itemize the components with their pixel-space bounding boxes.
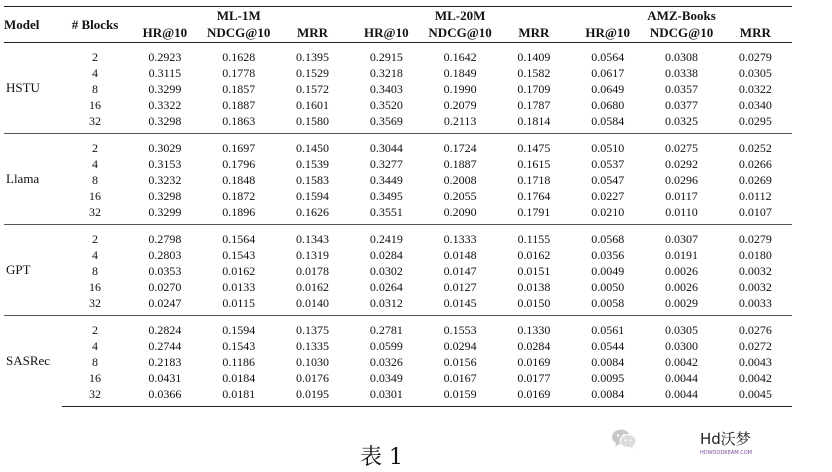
blocks-cell: 16 [89, 98, 101, 112]
metric-cell: 0.1330 [497, 316, 571, 339]
metric-cell: 0.2915 [369, 50, 403, 64]
metric-cell: 0.0305 [645, 316, 719, 339]
metric-cell: 0.1857 [222, 82, 256, 96]
metric-cell: 0.0561 [571, 316, 645, 339]
table-row [4, 295, 792, 316]
metric-cell: 0.0145 [443, 296, 477, 310]
metric-cell: 0.0178 [296, 264, 329, 278]
metric-cell: 0.0184 [222, 371, 256, 385]
metric-cell: 0.1030 [296, 355, 329, 369]
table-row [4, 65, 792, 81]
metric-cell: 0.0044 [645, 386, 719, 407]
blocks-cell: 2 [62, 225, 128, 248]
metric-cell: 0.0133 [222, 280, 256, 294]
metric-cell: 0.1863 [222, 114, 256, 128]
metric-cell: 0.1543 [222, 339, 256, 353]
blocks-cell: 32 [89, 296, 101, 310]
metric-cell: 0.0269 [738, 173, 772, 187]
blocks-cell: 32 [62, 386, 128, 407]
blocks-cell: 16 [89, 280, 101, 294]
metric-cell: 0.0325 [665, 114, 699, 128]
metric-cell: 0.0176 [296, 371, 329, 385]
metric-cell: 0.1848 [222, 173, 256, 187]
metric-cell: 0.0127 [443, 280, 477, 294]
watermark-logo [700, 428, 770, 462]
header-metric: NDCG@10 [645, 24, 719, 43]
metric-cell: 0.0547 [591, 173, 625, 187]
metric-cell: 0.3029 [128, 134, 202, 157]
metric-cell: 0.0115 [222, 296, 255, 310]
metric-cell: 0.1319 [296, 248, 329, 262]
metric-cell: 0.1615 [517, 157, 551, 171]
metric-cell: 0.1539 [296, 157, 329, 171]
metric-cell: 0.0292 [665, 157, 699, 171]
metric-cell: 0.0431 [148, 371, 182, 385]
results-table [4, 6, 792, 407]
metric-cell: 0.0140 [296, 296, 329, 310]
metric-cell: 0.0167 [443, 371, 477, 385]
metric-cell: 0.1572 [296, 82, 329, 96]
metric-cell: 0.1796 [222, 157, 256, 171]
metric-cell: 0.1543 [222, 248, 256, 262]
metric-cell: 0.0356 [591, 248, 625, 262]
metric-cell: 0.0568 [571, 225, 645, 248]
table-row [4, 156, 792, 172]
table-row [4, 204, 792, 225]
metric-cell: 0.2183 [148, 355, 182, 369]
header-model: Model [4, 7, 62, 43]
metric-cell: 0.3495 [369, 189, 403, 203]
metric-cell: 0.3551 [369, 205, 403, 219]
metric-cell: 0.0353 [148, 264, 182, 278]
metric-cell: 0.1697 [202, 134, 276, 157]
blocks-cell: 4 [92, 157, 98, 171]
metric-cell: 0.0150 [517, 296, 551, 310]
metric-cell: 0.2090 [443, 205, 477, 219]
blocks-cell: 8 [92, 264, 98, 278]
table-row [4, 247, 792, 263]
header-metric: MRR [718, 24, 792, 43]
metric-cell: 0.0138 [517, 280, 551, 294]
metric-cell: 0.0026 [665, 280, 699, 294]
metric-cell: 0.0544 [591, 339, 625, 353]
header-group-ml-20m: ML-20M [349, 7, 570, 25]
metric-cell: 0.0032 [738, 280, 772, 294]
metric-cell: 0.0110 [665, 205, 698, 219]
metric-cell: 0.1872 [222, 189, 256, 203]
table-row [4, 172, 792, 188]
metric-cell: 0.1553 [423, 316, 497, 339]
metric-cell: 0.0279 [738, 50, 772, 64]
metric-cell: 0.1583 [296, 173, 329, 187]
metric-cell: 0.0180 [738, 248, 772, 262]
metric-cell: 0.0042 [738, 371, 772, 385]
table-row [4, 43, 792, 66]
metric-cell: 0.0300 [665, 339, 699, 353]
blocks-cell: 8 [92, 173, 98, 187]
metric-cell: 0.3218 [369, 66, 403, 80]
metric-cell: 0.2803 [148, 248, 182, 262]
metric-cell: 0.0296 [665, 173, 699, 187]
model-name-cell: Llama [4, 134, 62, 225]
metric-cell: 0.0326 [369, 355, 403, 369]
model-name-cell: HSTU [6, 80, 40, 95]
metric-cell: 0.1718 [517, 173, 551, 187]
header-metric: MRR [497, 24, 571, 43]
metric-cell: 0.1724 [423, 134, 497, 157]
metric-cell: 0.0338 [665, 66, 699, 80]
metric-cell: 0.0270 [148, 280, 182, 294]
header-metric: HR@10 [128, 24, 202, 43]
table-header [4, 7, 792, 43]
table-row [4, 386, 792, 407]
metric-cell: 0.0599 [369, 339, 403, 353]
metric-cell: 0.0177 [517, 371, 551, 385]
metric-cell: 0.2079 [443, 98, 477, 112]
metric-cell: 0.3044 [349, 134, 423, 157]
metric-cell: 0.0366 [128, 386, 202, 407]
metric-cell: 0.1887 [222, 98, 256, 112]
blocks-cell: 4 [92, 248, 98, 262]
metric-cell: 0.0162 [222, 264, 256, 278]
metric-cell: 0.0148 [443, 248, 477, 262]
metric-cell: 0.0279 [718, 225, 792, 248]
metric-cell: 0.0307 [645, 225, 719, 248]
metric-cell: 0.0357 [665, 82, 699, 96]
metric-cell: 0.0266 [738, 157, 772, 171]
metric-cell: 0.0210 [591, 205, 625, 219]
watermark-text: Hd沃梦 [700, 430, 751, 448]
metric-cell: 0.3115 [148, 66, 182, 80]
metric-cell: 0.0272 [738, 339, 772, 353]
metric-cell: 0.1849 [443, 66, 477, 80]
metric-cell: 0.1642 [443, 50, 477, 64]
metric-cell: 0.0377 [665, 98, 699, 112]
metric-cell: 0.2798 [128, 225, 202, 248]
metric-cell: 0.1791 [517, 205, 551, 219]
metric-cell: 0.0305 [738, 66, 772, 80]
metric-cell: 0.1601 [296, 98, 329, 112]
header-metric: NDCG@10 [423, 24, 497, 43]
metric-cell: 0.0564 [591, 50, 625, 64]
table-body [4, 43, 792, 407]
header-metric: MRR [276, 24, 350, 43]
metric-cell: 0.1409 [517, 50, 551, 64]
metric-cell: 0.0112 [739, 189, 772, 203]
metric-cell: 0.0147 [443, 264, 477, 278]
metric-cell: 0.0195 [276, 386, 350, 407]
header-metric: HR@10 [349, 24, 423, 43]
metric-cell: 0.0043 [738, 355, 772, 369]
metric-cell: 0.0117 [665, 189, 698, 203]
metric-cell: 0.1764 [517, 189, 551, 203]
metric-cell: 0.0510 [571, 134, 645, 157]
table-row [4, 97, 792, 113]
table-row [4, 316, 792, 339]
watermark-subtext: HDWOODREAM.COM [700, 450, 752, 456]
metric-cell: 0.1450 [276, 134, 350, 157]
metric-cell: 0.0264 [369, 280, 403, 294]
metric-cell: 0.3299 [148, 205, 182, 219]
metric-cell: 0.0340 [738, 98, 772, 112]
metric-cell: 0.1580 [296, 114, 329, 128]
table-row [4, 134, 792, 157]
blocks-cell: 16 [89, 371, 101, 385]
blocks-cell: 4 [92, 339, 98, 353]
table-row [4, 81, 792, 97]
metric-cell: 0.0322 [738, 82, 772, 96]
blocks-cell: 8 [92, 82, 98, 96]
metric-cell: 0.0084 [591, 355, 625, 369]
metric-cell: 0.2419 [349, 225, 423, 248]
metric-cell: 0.0107 [738, 205, 772, 219]
metric-cell: 0.0151 [517, 264, 551, 278]
metric-cell: 0.2008 [443, 173, 477, 187]
metric-cell: 0.3449 [369, 173, 403, 187]
metric-cell: 0.0156 [443, 355, 477, 369]
metric-cell: 0.1778 [222, 66, 256, 80]
metric-cell: 0.0294 [443, 339, 477, 353]
metric-cell: 0.0276 [718, 316, 792, 339]
metric-cell: 0.0095 [591, 371, 625, 385]
metric-cell: 0.0284 [517, 339, 551, 353]
metric-cell: 0.0649 [591, 82, 625, 96]
metric-cell: 0.3322 [148, 98, 182, 112]
metric-cell: 0.0181 [202, 386, 276, 407]
metric-cell: 0.0284 [369, 248, 403, 262]
blocks-cell: 2 [62, 316, 128, 339]
blocks-cell: 2 [62, 134, 128, 157]
metric-cell: 0.1787 [517, 98, 551, 112]
metric-cell: 0.1582 [517, 66, 551, 80]
metric-cell: 0.0169 [497, 386, 571, 407]
metric-cell: 0.0252 [718, 134, 792, 157]
metric-cell: 0.1343 [276, 225, 350, 248]
metric-cell: 0.1333 [423, 225, 497, 248]
metric-cell: 0.0680 [591, 98, 625, 112]
metric-cell: 0.0029 [665, 296, 699, 310]
metric-cell: 0.2824 [128, 316, 202, 339]
header-group-ml-1m: ML-1M [128, 7, 349, 25]
metric-cell: 0.3403 [369, 82, 403, 96]
header-metric: HR@10 [571, 24, 645, 43]
metric-cell: 0.0169 [517, 355, 551, 369]
metric-cell: 0.1335 [296, 339, 329, 353]
metric-cell: 0.0049 [591, 264, 625, 278]
metric-cell: 0.0058 [591, 296, 625, 310]
metric-cell: 0.1395 [296, 50, 329, 64]
results-table-container [4, 6, 792, 407]
metric-cell: 0.1375 [276, 316, 350, 339]
metric-cell: 0.0301 [349, 386, 423, 407]
metric-cell: 0.0084 [571, 386, 645, 407]
metric-cell: 0.0033 [738, 296, 772, 310]
metric-cell: 0.0537 [591, 157, 625, 171]
metric-cell: 0.1896 [222, 205, 256, 219]
table-row [4, 263, 792, 279]
metric-cell: 0.2113 [443, 114, 477, 128]
blocks-cell: 8 [92, 355, 98, 369]
metric-cell: 0.0275 [645, 134, 719, 157]
metric-cell: 0.0026 [665, 264, 699, 278]
metric-cell: 0.0191 [665, 248, 699, 262]
blocks-cell: 32 [89, 205, 101, 219]
metric-cell: 0.1709 [517, 82, 551, 96]
metric-cell: 0.0044 [665, 371, 699, 385]
metric-cell: 0.0050 [591, 280, 625, 294]
metric-cell: 0.2744 [148, 339, 182, 353]
metric-cell: 0.1186 [222, 355, 255, 369]
metric-cell: 0.3298 [148, 114, 182, 128]
metric-cell: 0.0247 [148, 296, 182, 310]
metric-cell: 0.0617 [591, 66, 625, 80]
metric-cell: 0.1990 [443, 82, 477, 96]
metric-cell: 0.3298 [148, 189, 182, 203]
metric-cell: 0.1626 [296, 205, 329, 219]
metric-cell: 0.2781 [349, 316, 423, 339]
metric-cell: 0.0045 [718, 386, 792, 407]
wechat-icon [611, 428, 637, 450]
metric-cell: 0.0584 [591, 114, 625, 128]
blocks-cell: 32 [89, 114, 101, 128]
blocks-cell: 4 [92, 66, 98, 80]
metric-cell: 0.0227 [591, 189, 625, 203]
table-row [4, 225, 792, 248]
metric-cell: 0.1814 [517, 114, 551, 128]
header-group-row [4, 7, 792, 25]
metric-cell: 0.3569 [369, 114, 403, 128]
metric-cell: 0.1564 [202, 225, 276, 248]
metric-cell: 0.1628 [222, 50, 256, 64]
metric-cell: 0.2923 [148, 50, 182, 64]
metric-cell: 0.0349 [369, 371, 403, 385]
model-name-cell: SASRec [4, 316, 62, 407]
metric-cell: 0.3277 [369, 157, 403, 171]
metric-cell: 0.0308 [665, 50, 699, 64]
header-metric: NDCG@10 [202, 24, 276, 43]
blocks-cell: 2 [92, 50, 98, 64]
metric-cell: 0.1475 [497, 134, 571, 157]
metric-cell: 0.0162 [296, 280, 329, 294]
header-group-amz-books: AMZ-Books [571, 7, 792, 25]
metric-cell: 0.0302 [369, 264, 403, 278]
metric-cell: 0.1594 [202, 316, 276, 339]
metric-cell: 0.3520 [369, 98, 403, 112]
metric-cell: 0.0159 [423, 386, 497, 407]
metric-cell: 0.0032 [738, 264, 772, 278]
model-name-cell: GPT [4, 225, 62, 316]
metric-cell: 0.0312 [369, 296, 403, 310]
table-row [4, 188, 792, 204]
metric-cell: 0.1155 [497, 225, 571, 248]
metric-cell: 0.2055 [443, 189, 477, 203]
metric-cell: 0.1594 [296, 189, 329, 203]
metric-cell: 0.0162 [517, 248, 551, 262]
metric-cell: 0.3299 [148, 82, 182, 96]
table-caption: 表 1 [360, 445, 403, 470]
metric-cell: 0.1887 [443, 157, 477, 171]
header-blocks: # Blocks [62, 7, 128, 43]
table-row [4, 370, 792, 386]
metric-cell: 0.0042 [665, 355, 699, 369]
table-row [4, 338, 792, 354]
table-row [4, 279, 792, 295]
metric-cell: 0.1529 [296, 66, 329, 80]
blocks-cell: 16 [89, 189, 101, 203]
metric-cell: 0.3232 [148, 173, 182, 187]
metric-cell: 0.3153 [148, 157, 182, 171]
table-row [4, 354, 792, 370]
table-row [4, 113, 792, 134]
metric-cell: 0.0295 [738, 114, 772, 128]
